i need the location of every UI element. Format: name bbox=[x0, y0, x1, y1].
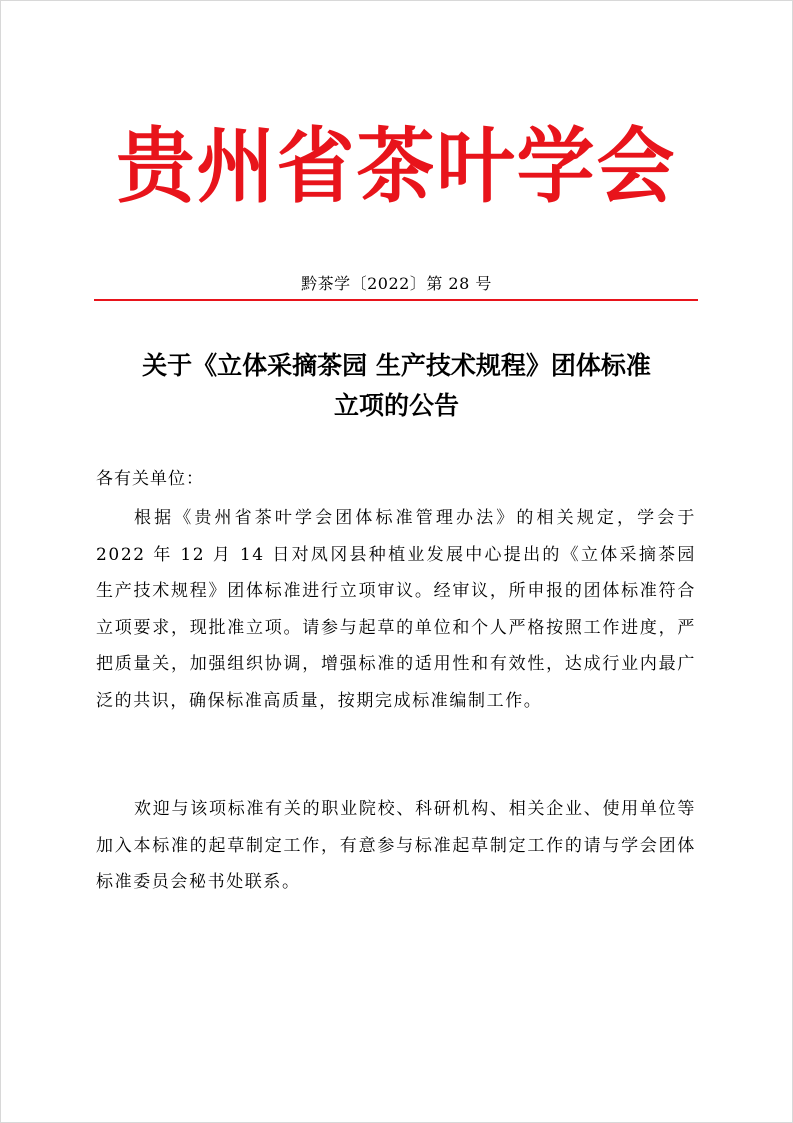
document-title bbox=[90, 346, 703, 426]
document-title-line-2: 立项的公告 bbox=[333, 391, 459, 420]
document-title-line-1: 关于《立体采摘茶园 生产技术规程》团体标准 bbox=[142, 351, 651, 380]
letterhead-divider bbox=[94, 299, 698, 301]
salutation: 各有关单位： bbox=[96, 469, 204, 489]
organization-letterhead: 贵州省茶叶学会 bbox=[116, 119, 677, 215]
body-paragraph: 欢迎与该项标准有关的职业院校、科研机构、相关企业、使用单位等加入本标准的起草制定工作，有意参与标准起草制定工作的请与学会团体标准委员会秘书处联系。 bbox=[96, 799, 696, 892]
body-paragraph: 根据《贵州省茶叶学会团体标准管理办法》的相关规定，学会于 2022 年 12 月 14 日对凤冈县种植业发展中心提出的《立体采摘茶园 生产技术规程》团体标准进行立项审议。经审议，所申报的团体标准符合立项要求，现批准立项。请参与起草的单位和个人严格按照工作进度，严把质量关，加强组织协调，增强标准的适用性和有效性，达成行业内最广泛的共识，确保标准高质量，按期完成标准编制工作。 bbox=[96, 508, 696, 711]
document-number: 黔茶学〔2022〕第 28 号 bbox=[301, 274, 492, 293]
